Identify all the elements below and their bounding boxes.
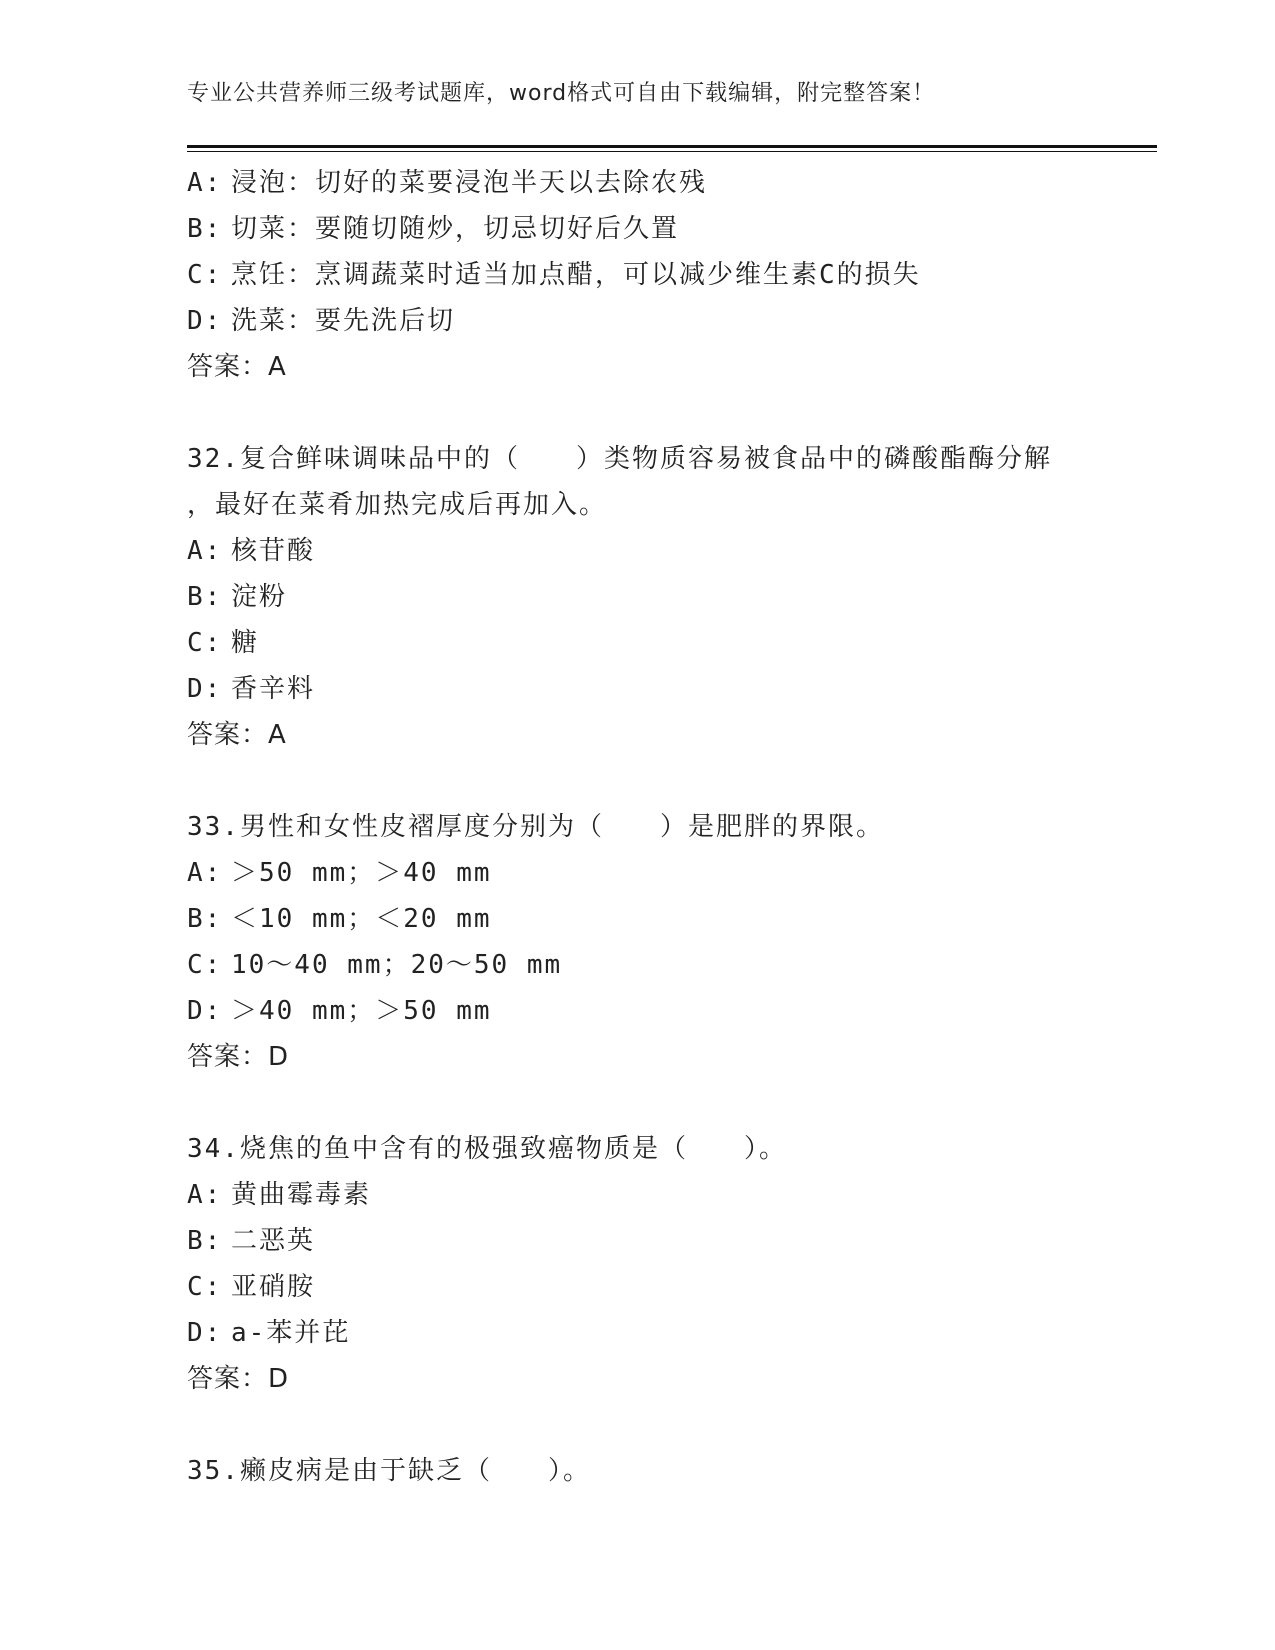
- answer-32: 答案：A: [187, 720, 287, 750]
- option-b: B: 切菜：要随切随炒，切忌切好后久置: [187, 214, 680, 244]
- question-35-stem: 35.癞皮病是由于缺乏（ ）。: [187, 1456, 591, 1486]
- option-a: A: 核苷酸: [187, 536, 316, 566]
- question-content: [187, 160, 1147, 1494]
- question-33-stem: 33.男性和女性皮褶厚度分别为（ ）是肥胖的界限。: [187, 812, 884, 842]
- option-d: D: ＞40 mm；＞50 mm: [187, 996, 492, 1026]
- option-d: D: 洗菜：要先洗后切: [187, 306, 456, 336]
- option-b: B: 淀粉: [187, 582, 288, 612]
- option-c: C: 10～40 mm；20～50 mm: [187, 950, 563, 980]
- header-rule-thick: [187, 145, 1157, 148]
- answer-34: 答案：D: [187, 1364, 290, 1394]
- option-d: D: a-苯并芘: [187, 1318, 351, 1348]
- option-b: B: 二恶英: [187, 1226, 316, 1256]
- option-b: B: ＜10 mm；＜20 mm: [187, 904, 492, 934]
- page-header: 专业公共营养师三级考试题库，word格式可自由下载编辑，附完整答案！: [187, 81, 936, 106]
- option-d: D: 香辛料: [187, 674, 316, 704]
- question-32-stem: 32.复合鲜味调味品中的（ ）类物质容易被食品中的磷酸酯酶分解: [187, 444, 1052, 474]
- header-rule-thin: [187, 151, 1157, 152]
- question-34-stem: 34.烧焦的鱼中含有的极强致癌物质是（ ）。: [187, 1134, 787, 1164]
- option-c: C: 糖: [187, 628, 260, 658]
- option-a: A: ＞50 mm；＞40 mm: [187, 858, 492, 888]
- answer-33: 答案：D: [187, 1042, 290, 1072]
- option-c: C: 亚硝胺: [187, 1272, 316, 1302]
- answer-31: 答案：A: [187, 352, 287, 382]
- question-32-stem-cont: ，最好在菜肴加热完成后再加入。: [187, 490, 608, 520]
- option-a: A: 黄曲霉毒素: [187, 1180, 372, 1210]
- option-a: A: 浸泡：切好的菜要浸泡半天以去除农残: [187, 168, 708, 198]
- option-c: C: 烹饪：烹调蔬菜时适当加点醋，可以减少维生素C的损失: [187, 260, 921, 290]
